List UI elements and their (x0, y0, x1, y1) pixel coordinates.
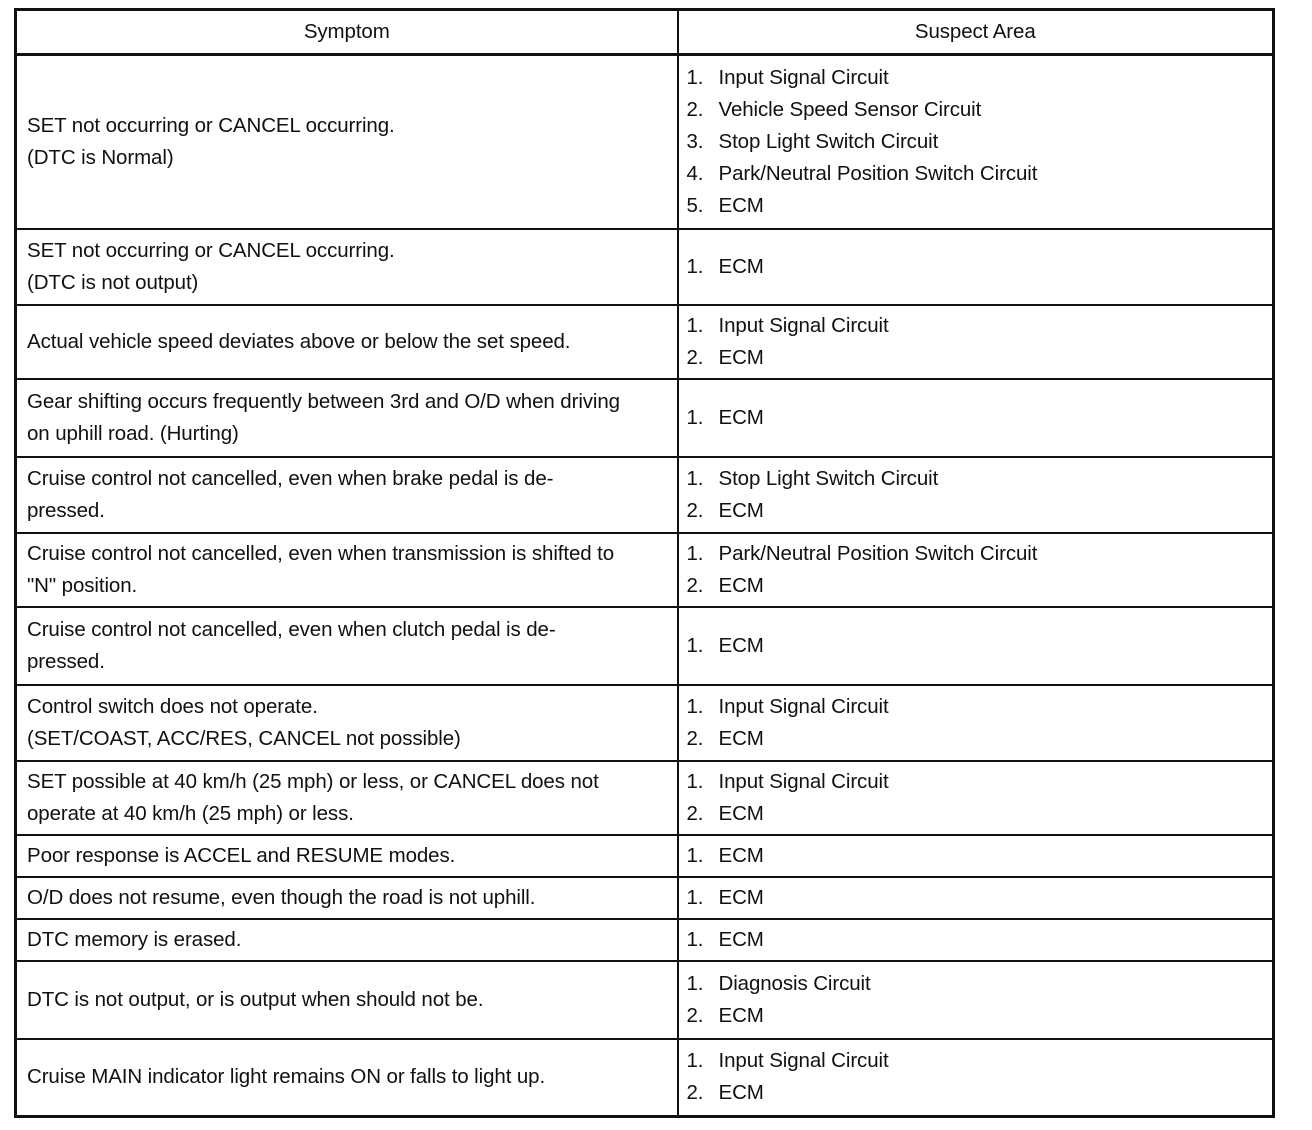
table-row (16, 835, 1274, 877)
symptom-text: Cruise MAIN indicator light remains ON or falls to light up. (27, 1065, 546, 1089)
suspect-area-text: Input Signal Circuit (718, 65, 889, 89)
item-number: 1. (686, 843, 704, 867)
suspect-area-item (687, 495, 1265, 527)
suspect-area-list (687, 840, 1265, 872)
table-body (16, 55, 1274, 1117)
suspect-area-text: ECM (718, 927, 764, 951)
symptom-cell (16, 1039, 678, 1117)
suspect-area-text: Input Signal Circuit (718, 313, 889, 337)
symptom-cell (16, 607, 678, 685)
suspect-area-item (687, 691, 1265, 723)
table-row (16, 1039, 1274, 1117)
suspect-area-list (687, 924, 1265, 956)
item-number: 2. (686, 345, 704, 369)
suspect-area-list (687, 310, 1265, 374)
suspect-area-text: ECM (718, 573, 764, 597)
item-number: 2. (686, 97, 704, 121)
symptom-text: Control switch does not operate. (27, 694, 318, 718)
item-number: 1. (686, 254, 704, 278)
item-number: 2. (686, 726, 704, 750)
symptom-text: Actual vehicle speed deviates above or below the set speed. (27, 329, 571, 353)
symptom-column-header: Symptom (16, 10, 678, 55)
item-number: 2. (686, 801, 704, 825)
suspect-area-cell (678, 457, 1274, 533)
item-number: 2. (686, 573, 704, 597)
header-row (16, 10, 1274, 55)
symptom-text: DTC memory is erased. (27, 927, 242, 951)
suspect-area-list (687, 766, 1265, 830)
suspect-area-list (687, 251, 1265, 283)
table-row (16, 685, 1274, 761)
suspect-area-item (687, 798, 1265, 830)
table-row (16, 229, 1274, 305)
suspect-area-text: ECM (718, 498, 764, 522)
suspect-area-item (687, 723, 1265, 755)
suspect-area-text: Stop Light Switch Circuit (718, 129, 939, 153)
suspect-area-item (687, 94, 1265, 126)
suspect-area-list (687, 62, 1265, 222)
suspect-area-item (687, 766, 1265, 798)
table-row (16, 607, 1274, 685)
item-number: 1. (686, 313, 704, 337)
suspect-area-text: ECM (718, 1081, 764, 1105)
suspect-area-text: ECM (718, 726, 764, 750)
symptom-cell (16, 379, 678, 457)
suspect-area-text: Stop Light Switch Circuit (718, 466, 939, 490)
symptom-cell (16, 533, 678, 607)
suspect-area-cell (678, 305, 1274, 379)
suspect-area-text: ECM (718, 193, 764, 217)
suspect-area-text: Park/Neutral Position Switch Circuit (718, 161, 1038, 185)
table-row (16, 761, 1274, 835)
item-number: 1. (686, 541, 704, 565)
suspect-area-cell (678, 919, 1274, 961)
suspect-area-item (687, 158, 1265, 190)
item-number: 1. (686, 971, 704, 995)
suspect-area-text: ECM (718, 843, 764, 867)
symptom-cell (16, 305, 678, 379)
table-row (16, 55, 1274, 229)
suspect-area-text: ECM (718, 1003, 764, 1027)
symptom-text: Cruise control not cancelled, even when brake pedal is de- (27, 466, 554, 490)
suspect-area-item (687, 968, 1265, 1000)
item-number: 1. (686, 1049, 704, 1073)
symptom-text: DTC is not output, or is output when should not be. (27, 987, 484, 1011)
item-number: 2. (686, 498, 704, 522)
suspect-area-cell (678, 379, 1274, 457)
suspect-area-list (687, 968, 1265, 1032)
suspect-area-item (687, 310, 1265, 342)
suspect-area-cell (678, 229, 1274, 305)
suspect-area-item (687, 190, 1265, 222)
symptom-text: (SET/COAST, ACC/RES, CANCEL not possible) (27, 726, 461, 750)
symptom-cell (16, 835, 678, 877)
symptom-text: (DTC is not output) (27, 270, 199, 294)
suspect-area-item (687, 342, 1265, 374)
suspect-area-text: Input Signal Circuit (718, 694, 889, 718)
suspect-area-cell (678, 55, 1274, 229)
table-row (16, 379, 1274, 457)
suspect-area-item (687, 402, 1265, 434)
symptom-text: on uphill road. (Hurting) (27, 421, 239, 445)
item-number: 1. (686, 694, 704, 718)
symptom-cell (16, 229, 678, 305)
suspect-area-text: Input Signal Circuit (718, 1049, 889, 1073)
item-number: 1. (686, 405, 704, 429)
symptom-text: SET possible at 40 km/h (25 mph) or less, or CANCEL does not (27, 769, 599, 793)
table-row (16, 533, 1274, 607)
suspect-area-list (687, 691, 1265, 755)
item-number: 1. (686, 885, 704, 909)
suspect-area-text: ECM (718, 345, 764, 369)
item-number: 1. (686, 927, 704, 951)
suspect-area-item (687, 570, 1265, 602)
suspect-area-item (687, 882, 1265, 914)
suspect-area-cell (678, 877, 1274, 919)
suspect-area-cell (678, 761, 1274, 835)
symptom-text: Cruise control not cancelled, even when clutch pedal is de- (27, 617, 556, 641)
symptom-text: Poor response is ACCEL and RESUME modes. (27, 843, 456, 867)
table-row (16, 877, 1274, 919)
suspect-area-cell (678, 533, 1274, 607)
suspect-area-list (687, 463, 1265, 527)
symptom-cell (16, 761, 678, 835)
troubleshooting-table (14, 8, 1275, 1118)
symptom-cell (16, 919, 678, 961)
suspect-area-item (687, 463, 1265, 495)
suspect-area-list (687, 882, 1265, 914)
table-row (16, 457, 1274, 533)
suspect-area-cell (678, 961, 1274, 1039)
symptom-text: Cruise control not cancelled, even when transmission is shifted to (27, 541, 615, 565)
symptom-cell (16, 961, 678, 1039)
symptom-text: (DTC is Normal) (27, 145, 174, 169)
suspect-area-item (687, 1045, 1265, 1077)
symptom-text: "N" position. (27, 573, 138, 597)
item-number: 1. (686, 769, 704, 793)
symptom-text: SET not occurring or CANCEL occurring. (27, 113, 395, 137)
item-number: 2. (686, 1081, 704, 1105)
suspect-area-list (687, 402, 1265, 434)
suspect-area-cell (678, 607, 1274, 685)
item-number: 2. (686, 1003, 704, 1027)
suspect-area-item (687, 62, 1265, 94)
symptom-text: operate at 40 km/h (25 mph) or less. (27, 801, 354, 825)
suspect-area-item (687, 1077, 1265, 1109)
symptom-text: pressed. (27, 649, 105, 673)
table-row (16, 305, 1274, 379)
symptom-cell (16, 685, 678, 761)
suspect-area-item (687, 840, 1265, 872)
suspect-area-list (687, 538, 1265, 602)
suspect-area-text: ECM (718, 254, 764, 278)
suspect-area-text: ECM (718, 885, 764, 909)
suspect-area-column-header: Suspect Area (678, 10, 1274, 55)
table-row (16, 919, 1274, 961)
symptom-cell (16, 877, 678, 919)
symptom-text: O/D does not resume, even though the road is not uphill. (27, 885, 536, 909)
suspect-area-text: ECM (718, 801, 764, 825)
suspect-area-list (687, 630, 1265, 662)
suspect-area-text: Vehicle Speed Sensor Circuit (718, 97, 982, 121)
symptom-text: pressed. (27, 498, 105, 522)
item-number: 1. (686, 466, 704, 490)
item-number: 1. (686, 65, 704, 89)
suspect-area-text: ECM (718, 633, 764, 657)
suspect-area-text: Diagnosis Circuit (718, 971, 871, 995)
suspect-area-item (687, 1000, 1265, 1032)
table-row (16, 961, 1274, 1039)
suspect-area-list (687, 1045, 1265, 1109)
item-number: 1. (686, 633, 704, 657)
symptom-cell (16, 55, 678, 229)
symptom-text: Gear shifting occurs frequently between 3rd and O/D when driving (27, 389, 620, 413)
suspect-area-item (687, 126, 1265, 158)
suspect-area-cell (678, 685, 1274, 761)
symptom-cell (16, 457, 678, 533)
suspect-area-text: ECM (718, 405, 764, 429)
suspect-area-cell (678, 835, 1274, 877)
suspect-area-text: Input Signal Circuit (718, 769, 889, 793)
symptom-text: SET not occurring or CANCEL occurring. (27, 238, 395, 262)
item-number: 5. (686, 193, 704, 217)
suspect-area-text: Park/Neutral Position Switch Circuit (718, 541, 1038, 565)
suspect-area-item (687, 538, 1265, 570)
item-number: 3. (686, 129, 704, 153)
suspect-area-item (687, 924, 1265, 956)
item-number: 4. (686, 161, 704, 185)
suspect-area-cell (678, 1039, 1274, 1117)
suspect-area-item (687, 630, 1265, 662)
suspect-area-item (687, 251, 1265, 283)
